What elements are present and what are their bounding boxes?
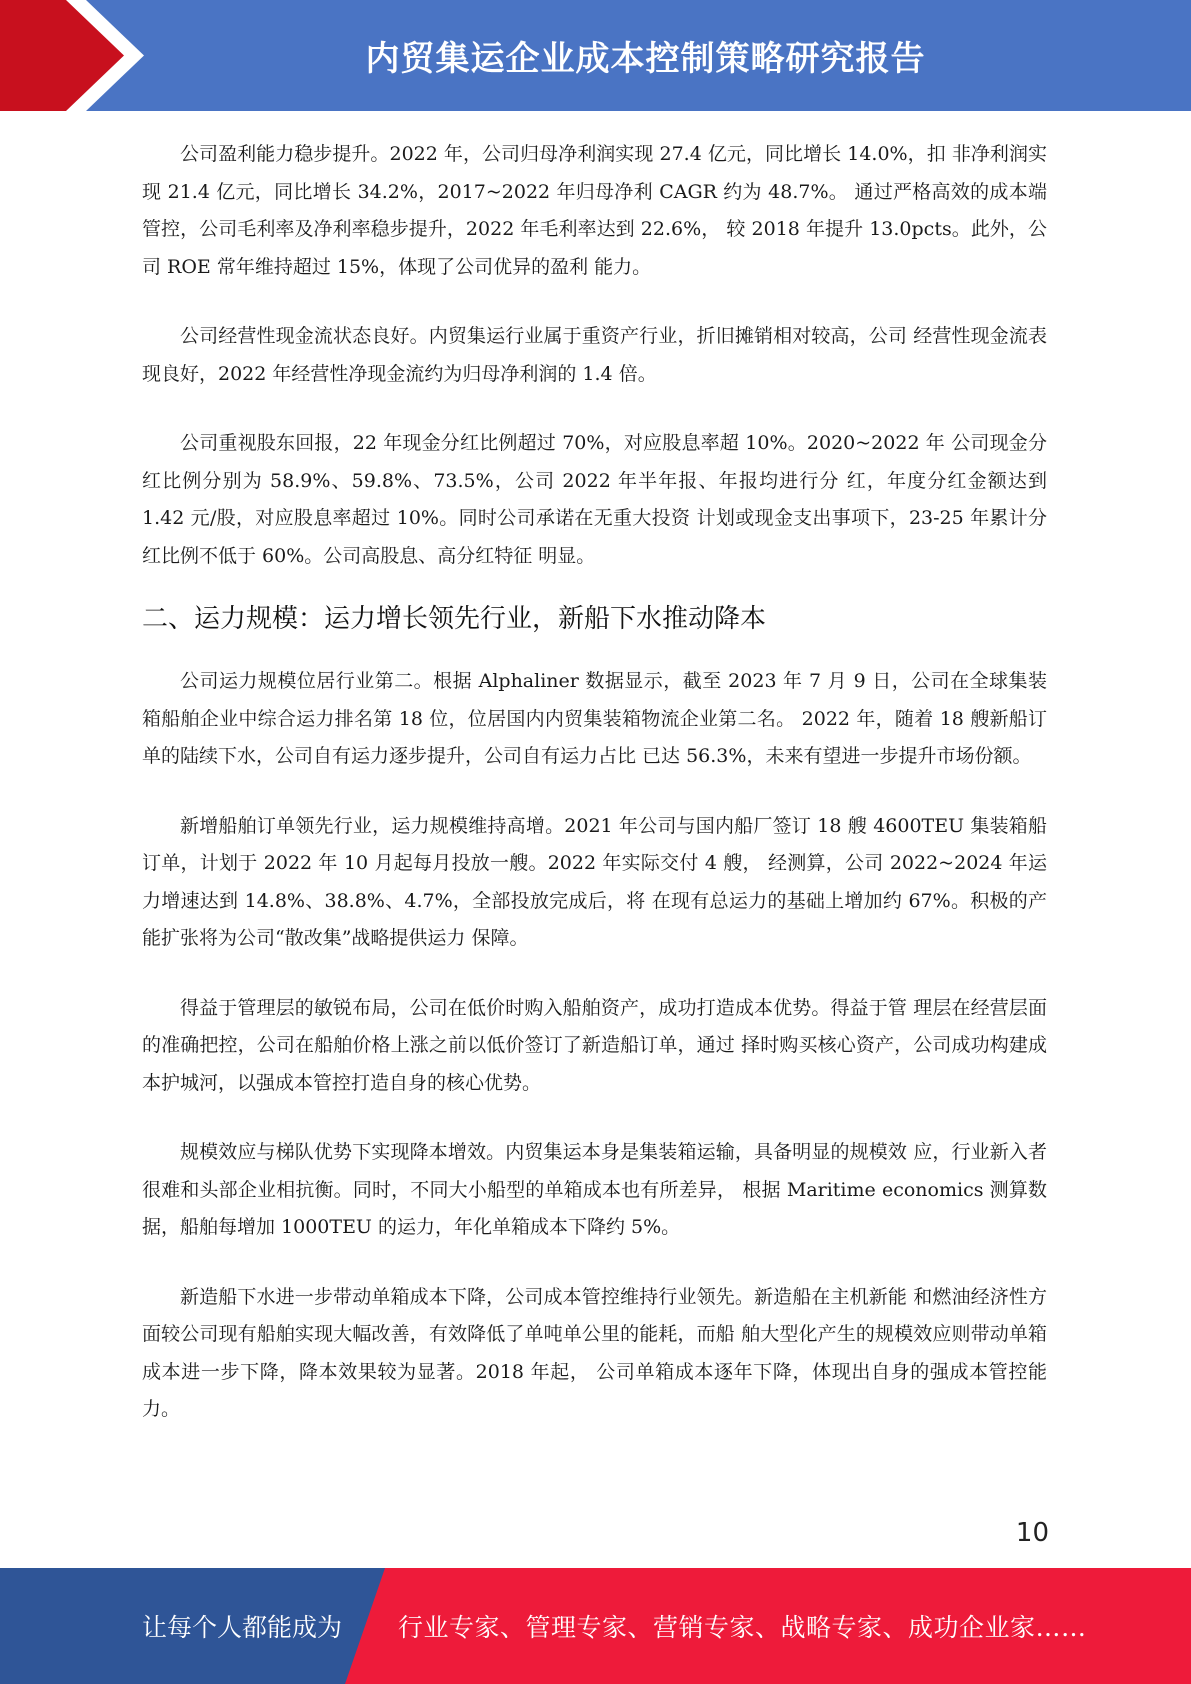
paragraph-dividend: 公司重视股东回报，22 年现金分红比例超过 70%，对应股息率超 10%。2020~2022 年 公司现金分红比例分别为 58.9%、59.8%、73.5%，公司 2022 年半年报、年报均进行分 红，年度分红金额达到 1.42 元/股，对应股息率超过 10%。同时公司承诺在无重大投资 计划或现金支出事项下，23-25 年累计分红比例不低于 60%。公司高股息、高分红特征 明显。 xyxy=(142,432,1047,567)
main-content xyxy=(142,136,1047,1429)
paragraph-new-orders: 新增船舶订单领先行业，运力规模维持高增。2021 年公司与国内船厂签订 18 艘 4600TEU 集装箱船订单，计划于 2022 年 10 月起每月投放一艘。2022 年实际交付 4 艘， 经测算，公司 2022~2024 年运力增速达到 14.8%、38.8%、4.7%，全部投放完成后，将 在现有总运力的基础上增加约 67%。积极的产能扩张将为公司“散改集”战略提供运力 保障。 xyxy=(142,814,1047,949)
section-heading: 二、运力规模：运力增长领先行业，新船下水推动降本 xyxy=(142,604,767,634)
page-number: 10 xyxy=(1015,1518,1049,1548)
paragraph-cashflow: 公司经营性现金流状态良好。内贸集运行业属于重资产行业，折旧摊销相对较高，公司 经营性现金流表现良好，2022 年经营性净现金流约为归母净利润的 1.4 倍。 xyxy=(142,325,1047,385)
page-footer xyxy=(0,1568,1191,1684)
paragraph-capacity-rank: 公司运力规模位居行业第二。根据 Alphaliner 数据显示，截至 2023 年 7 月 9 日，公司在全球集装箱船舶企业中综合运力排名第 18 位，位居国内内贸集装箱物流企业第二名。 2022 年，随着 18 艘新船订单的陆续下水，公司自有运力逐步提升，公司自有运力占比 已达 56.3%，未来有望进一步提升市场份额。 xyxy=(142,670,1047,767)
paragraph-new-ships: 新造船下水进一步带动单箱成本下降，公司成本管控维持行业领先。新造船在主机新能 和燃油经济性方面较公司现有船舶实现大幅改善，有效降低了单吨单公里的能耗，而船 舶大型化产生的规模效应则带动单箱成本进一步下降，降本效果较为显著。2018 年起， 公司单箱成本逐年下降，体现出自身的强成本管控能力。 xyxy=(142,1285,1047,1420)
footer-slogan-right: 行业专家、管理专家、营销专家、战略专家、成功企业家…… xyxy=(398,1613,1087,1642)
header-arrow-icon xyxy=(0,0,160,111)
paragraph-scale-effect: 规模效应与梯队优势下实现降本增效。内贸集运本身是集装箱运输，具备明显的规模效 应，行业新入者很难和头部企业相抗衡。同时，不同大小船型的单箱成本也有所差异， 根据 Maritime economics 测算数据，船舶每增加 1000TEU 的运力，年化单箱成本下降约 5%。 xyxy=(142,1141,1047,1238)
page-header xyxy=(0,0,1191,111)
paragraph-profitability: 公司盈利能力稳步提升。2022 年，公司归母净利润实现 27.4 亿元，同比增长 14.0%，扣 非净利润实现 21.4 亿元，同比增长 34.2%，2017~2022 年归母净利 CAGR 约为 48.7%。 通过严格高效的成本端管控，公司毛利率及净利率稳步提升，2022 年毛利率达到 22.6%， 较 2018 年提升 13.0pcts。此外，公司 ROE 常年维持超过 15%，体现了公司优异的盈利 能力。 xyxy=(142,143,1047,278)
footer-slogan-left: 让每个人都能成为 xyxy=(142,1613,343,1642)
report-title: 内贸集运企业成本控制策略研究报告 xyxy=(365,39,926,79)
paragraph-cost-advantage: 得益于管理层的敏锐布局，公司在低价时购入船舶资产，成功打造成本优势。得益于管 理层在经营层面的准确把控，公司在船舶价格上涨之前以低价签订了新造船订单，通过 择时购买核心资产，公司成功构建成本护城河，以强成本管控打造自身的核心优势。 xyxy=(142,996,1047,1094)
